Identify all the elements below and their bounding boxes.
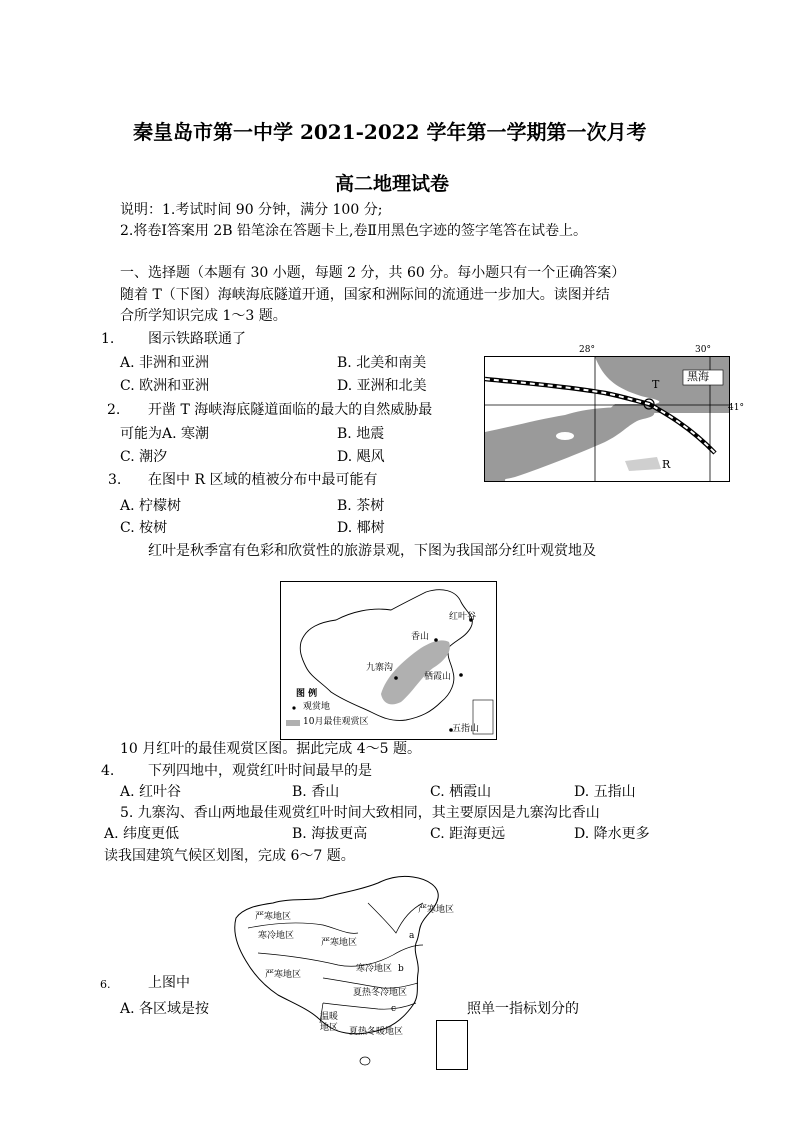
label-hongyegu: 红叶谷 xyxy=(449,612,477,622)
q1-option-b: B. 北美和南美 xyxy=(337,355,427,371)
red-leaf-intro-cont: 10 月红叶的最佳观赏区图。据此完成 4～5 题。 xyxy=(120,741,421,757)
q2-stem: 开凿 T 海峡海底隧道面临的最大的自然威胁最 xyxy=(148,402,433,418)
q2-option-b: B. 地震 xyxy=(337,426,385,442)
q1-option-c: C. 欧洲和亚洲 xyxy=(120,378,210,394)
climate-zoning-map xyxy=(228,873,466,1073)
q4-option-b: B. 香山 xyxy=(292,784,340,800)
region-r xyxy=(625,457,661,471)
label-qixiashan: 栖霞山 xyxy=(424,672,452,682)
q2-option-a: 可能为A. 寒潮 xyxy=(120,426,210,442)
south-sea-inset-climate xyxy=(436,1020,468,1070)
label-region-4: 严寒地区 xyxy=(321,938,358,948)
label-region-5: 严寒地区 xyxy=(265,970,302,980)
q1-stem: 图示铁路联通了 xyxy=(148,331,246,347)
legend-point-label: 观赏地 xyxy=(303,702,331,712)
q3-stem: 在图中 R 区域的植被分布中最可能有 xyxy=(148,472,378,488)
legend-point-symbol xyxy=(292,706,295,709)
section-heading: 一、选择题（本题有 30 小题，每题 2 分，共 60 分。每小题只有一个正确答案） xyxy=(120,265,626,281)
q6-7-intro: 读我国建筑气候区划图，完成 6～7 题。 xyxy=(104,848,355,864)
climate-zoning-figure xyxy=(228,873,466,1073)
instruction-line-1: 说明：1.考试时间 90 分钟，满分 100 分; xyxy=(120,202,383,218)
legend-area-symbol xyxy=(286,720,300,726)
label-region-7: 夏热冬冷地区 xyxy=(353,988,408,998)
q6-option-a-right: 照单一指标划分的 xyxy=(467,1001,579,1017)
q2-option-c: C. 潮汐 xyxy=(120,449,168,465)
label-region-2: 严寒地区 xyxy=(418,905,455,915)
r-label: R xyxy=(662,458,671,471)
q4-number: 4. xyxy=(101,763,115,779)
q3-option-b: B. 茶树 xyxy=(337,498,385,514)
q3-option-a: A. 柠檬树 xyxy=(120,498,182,514)
label-region-9: 地区 xyxy=(320,1023,339,1033)
label-c: c xyxy=(391,1004,397,1014)
black-sea-label: 黑海 xyxy=(687,370,709,383)
lat-label-41: 41° xyxy=(728,403,744,413)
legend-title: 图 例 xyxy=(296,689,318,699)
point-jiuzhaigou xyxy=(394,676,398,680)
label-region-6: 寒冷地区 xyxy=(356,964,393,974)
label-jiuzhaigou: 九寨沟 xyxy=(366,663,394,673)
q4-option-d: D. 五指山 xyxy=(574,784,636,800)
page-subtitle: 高二地理试卷 xyxy=(335,173,450,195)
q3-number: 3. xyxy=(108,472,122,488)
q2-option-d: D. 飓风 xyxy=(337,449,385,465)
label-wuzhishan: 五指山 xyxy=(452,724,480,734)
label-b: b xyxy=(398,964,404,974)
q4-option-a: A. 红叶谷 xyxy=(120,784,182,800)
section-intro-line-2: 合所学知识完成 1～3 题。 xyxy=(120,308,287,324)
lake xyxy=(556,432,574,440)
q5-stem: 5. 九寨沟、香山两地最佳观赏红叶时间大致相同，其主要原因是九寨沟比香山 xyxy=(120,805,600,821)
label-xiangshan: 香山 xyxy=(411,632,430,642)
q5-option-d: D. 降水更多 xyxy=(574,826,650,842)
q4-stem: 下列四地中，观赏红叶时间最早的是 xyxy=(148,763,372,779)
red-leaf-intro: 红叶是秋季富有色彩和欣赏性的旅游景观，下图为我国部分红叶观赏地及 xyxy=(148,543,596,559)
q5-option-c: C. 距海更远 xyxy=(430,826,506,842)
q5-option-a: A. 纬度更低 xyxy=(104,826,180,842)
label-region-8: 温暖 xyxy=(320,1012,339,1022)
lon-label-30: 30° xyxy=(695,345,711,355)
q6-option-a-left: A. 各区域是按 xyxy=(120,1001,210,1017)
china-outline-climate xyxy=(235,876,438,1033)
china-red-leaf-figure xyxy=(281,582,496,739)
q4-option-c: C. 栖霞山 xyxy=(430,784,492,800)
point-qixiashan xyxy=(459,673,463,677)
q1-option-a: A. 非洲和亚洲 xyxy=(120,355,210,371)
q3-option-d: D. 椰树 xyxy=(337,520,385,536)
q1-number: 1. xyxy=(101,331,115,347)
instruction-line-2: 2.将卷Ⅰ答案用 2B 铅笔涂在答题卡上,卷Ⅱ用黑色字迹的签字笔答在试卷上。 xyxy=(120,223,587,239)
q6-stem: 上图中 xyxy=(148,975,190,991)
q3-option-c: C. 桉树 xyxy=(120,520,168,536)
legend-area-label: 10月最佳观赏区 xyxy=(303,717,369,727)
t-label: T xyxy=(652,378,660,391)
label-region-1: 严寒地区 xyxy=(255,912,292,922)
label-region-10: 夏热冬暖地区 xyxy=(349,1027,404,1037)
hainan-island xyxy=(360,1057,370,1065)
label-a: a xyxy=(409,931,415,941)
section-intro-line-1: 随着 T（下图）海峡海底隧道开通，国家和洲际间的流通进一步加大。读图并结 xyxy=(120,287,610,303)
point-xiangshan xyxy=(434,638,438,642)
q6-number: 6. xyxy=(100,978,111,991)
label-region-3: 寒冷地区 xyxy=(258,931,295,941)
q1-option-d: D. 亚洲和北美 xyxy=(337,378,427,394)
q5-option-b: B. 海拔更高 xyxy=(292,826,368,842)
lon-label-28: 28° xyxy=(579,345,595,355)
q2-number: 2. xyxy=(107,402,121,418)
page-title: 秦皇岛市第一中学 2021-2022 学年第一学期第一次月考 xyxy=(133,120,647,144)
